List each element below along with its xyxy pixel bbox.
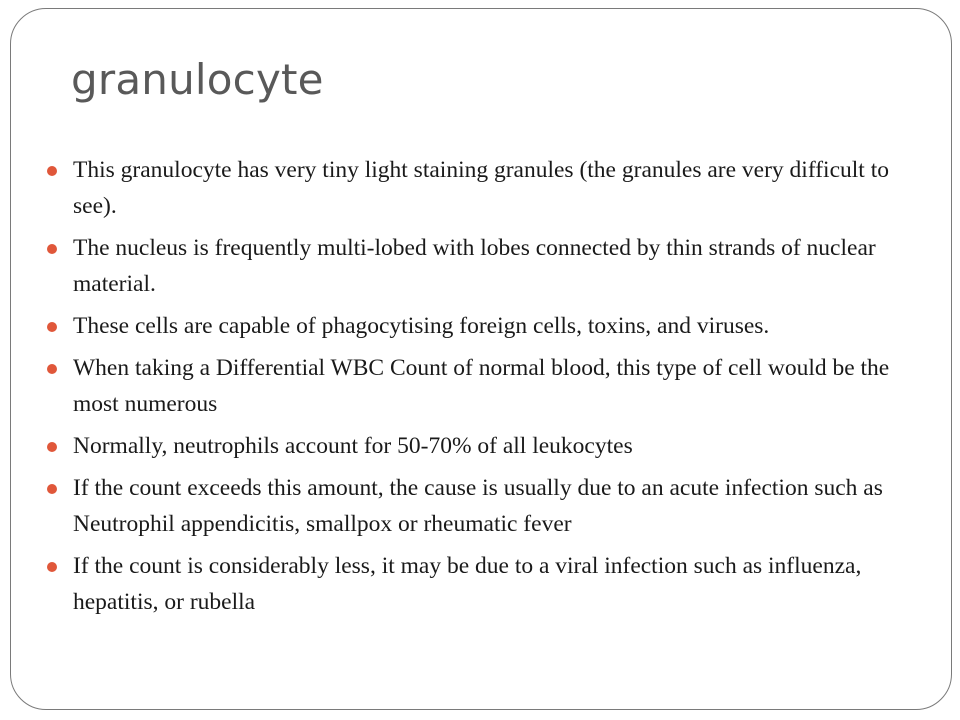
bullet-item (73, 230, 923, 302)
bullet-text: Normally, neutrophils account for 50-70% of all leukocytes (73, 433, 633, 459)
bullet-dot-icon (47, 166, 57, 176)
bullet-text: This granulocyte has very tiny light staining granules (the granules are very difficult to see). (73, 157, 889, 219)
bullet-dot-icon (47, 322, 57, 332)
bullet-item (73, 152, 923, 224)
bullet-item (73, 308, 923, 344)
bullet-item (73, 470, 923, 542)
bullet-dot-icon (47, 442, 57, 452)
bullet-item (73, 428, 923, 464)
bullet-dot-icon (47, 244, 57, 254)
bullet-text: If the count exceeds this amount, the cause is usually due to an acute infection such as Neutrophil appendicitis, smallpox or rheumatic fever (73, 475, 883, 537)
slide-title: granulocyte (71, 55, 324, 104)
bullet-dot-icon (47, 364, 57, 374)
bullet-item (73, 548, 923, 620)
bullet-text: The nucleus is frequently multi-lobed with lobes connected by thin strands of nuclear material. (73, 235, 876, 297)
bullet-text: These cells are capable of phagocytising foreign cells, toxins, and viruses. (73, 313, 770, 339)
bullet-text: If the count is considerably less, it may be due to a viral infection such as influenza, hepatitis, or rubella (73, 553, 862, 615)
bullet-text: When taking a Differential WBC Count of normal blood, this type of cell would be the most numerous (73, 355, 890, 417)
bullet-item (73, 350, 923, 422)
bullet-dot-icon (47, 484, 57, 494)
bullet-dot-icon (47, 562, 57, 572)
slide-frame (10, 8, 952, 710)
bullet-list (73, 152, 923, 626)
